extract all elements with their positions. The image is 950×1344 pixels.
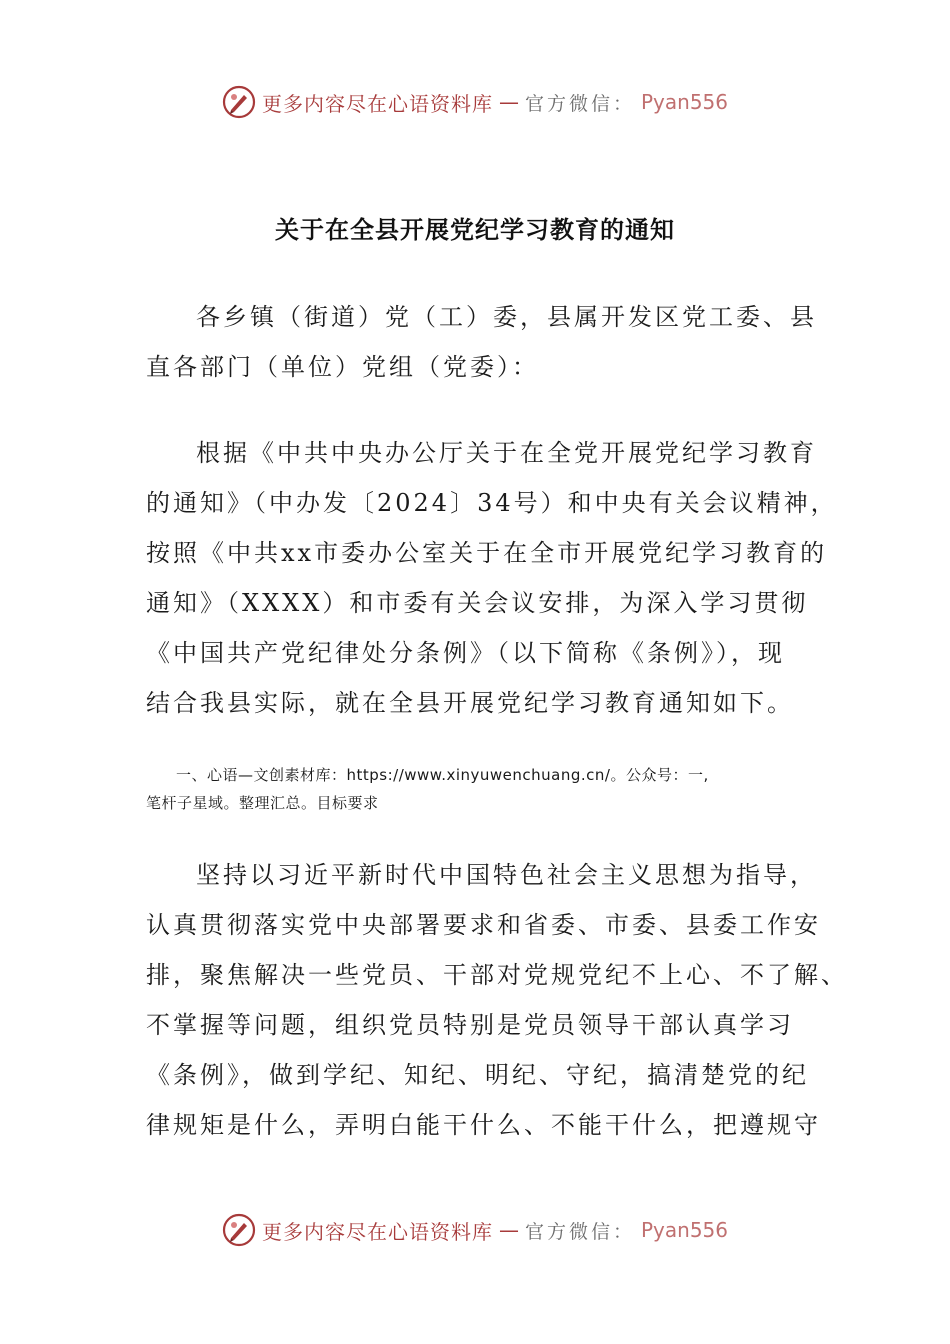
- banner-sub-text: 官方微信：: [524, 92, 635, 115]
- document-title: 关于在全县开展党纪学习教育的通知: [275, 215, 675, 244]
- addressee-paragraph: [146, 292, 817, 392]
- paragraph-line: 排，聚焦解决一些党员、干部对党规党纪不上心、不了解、: [146, 961, 848, 989]
- paragraph-line: 通知》（XXXX）和市委有关会议安排，为深入学习贯彻: [146, 589, 809, 617]
- pen-logo-icon: [222, 1213, 256, 1247]
- banner-wechat-id: Pyan556: [641, 90, 729, 114]
- goal-paragraph: [146, 850, 848, 1150]
- pen-logo-icon: [222, 85, 256, 119]
- paragraph-line: 直各部门（单位）党组（党委）：: [146, 353, 539, 381]
- paragraph-line: 不掌握等问题，组织党员特别是党员领导干部认真学习: [146, 1011, 794, 1039]
- paragraph-line: 坚持以习近平新时代中国特色社会主义思想为指导，: [196, 861, 817, 889]
- banner-main-text: 更多内容尽在心语资料库: [261, 1219, 493, 1244]
- banner-dash: —: [498, 1218, 519, 1242]
- banner-sub-text: 官方微信：: [524, 1220, 635, 1243]
- basis-paragraph: [146, 428, 838, 728]
- paragraph-line: 各乡镇（街道）党（工）委，县属开发区党工委、县: [196, 303, 817, 331]
- footer-banner: [0, 1205, 950, 1255]
- banner-wechat-id: Pyan556: [641, 1218, 729, 1242]
- paragraph-line: 《条例》，做到学纪、知纪、明纪、守纪，搞清楚党的纪: [146, 1061, 809, 1089]
- note-line: 笔杆子星域。整理汇总。目标要求: [146, 794, 379, 812]
- section-heading-note: [146, 761, 806, 817]
- paragraph-line: 结合我县实际，就在全县开展党纪学习教育通知如下。: [146, 689, 794, 717]
- banner-main-text: 更多内容尽在心语资料库: [261, 91, 493, 116]
- paragraph-line: 按照《中共xx市委办公室关于在全市开展党纪学习教育的: [146, 539, 828, 567]
- paragraph-line: 认真贯彻落实党中央部署要求和省委、市委、县委工作安: [146, 911, 821, 939]
- note-line: 一、心语—文创素材库：https://www.xinyuwenchuang.cn/。公众号：一,: [176, 766, 709, 784]
- banner-dash: —: [498, 90, 519, 114]
- paragraph-line: 根据《中共中央办公厅关于在全党开展党纪学习教育: [196, 439, 817, 467]
- header-banner: [0, 77, 950, 127]
- paragraph-line: 的通知》（中办发〔2024〕34号）和中央有关会议精神，: [146, 489, 838, 517]
- paragraph-line: 《中国共产党纪律处分条例》（以下简称《条例》），现: [146, 639, 785, 667]
- paragraph-line: 律规矩是什么，弄明白能干什么、不能干什么，把遵规守: [146, 1111, 821, 1139]
